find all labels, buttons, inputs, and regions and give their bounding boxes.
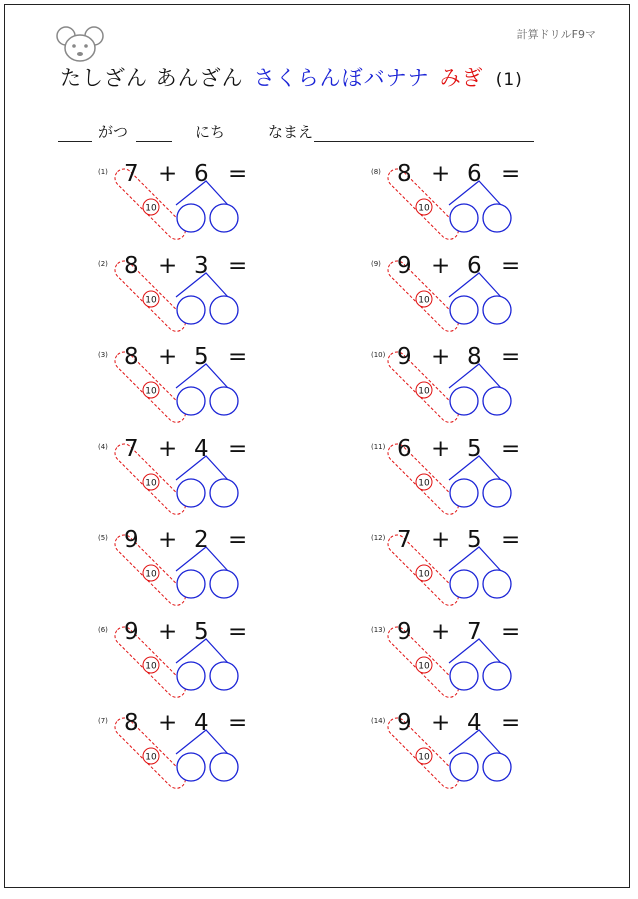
answer-circle-right[interactable] [210,296,238,324]
problem [98,160,298,252]
problem-number: (14) [371,717,386,725]
equals-sign: = [228,710,248,736]
problem-number: (3) [98,351,108,359]
problem [98,343,298,435]
equals-sign: = [501,618,521,645]
plus-sign: + [431,435,451,462]
addend-b: 4 [194,710,209,736]
addend-b: 5 [467,527,482,553]
equals-sign: = [228,252,248,279]
plus-sign: + [158,435,178,462]
addend-b: 5 [194,344,209,370]
answer-circle-left[interactable] [177,662,205,690]
problem [98,526,298,618]
problem [98,709,298,801]
addend-b: 3 [194,252,209,279]
problem [371,160,571,252]
answer-circle-left[interactable] [450,479,478,507]
addend-a: 8 [124,710,139,736]
plus-sign: + [431,252,451,279]
ten-label: 10 [418,295,430,305]
ten-label: 10 [418,203,430,214]
problem [371,343,571,435]
ten-label: 10 [418,569,430,580]
problem [98,618,298,710]
addend-b: 4 [467,710,482,736]
problem-number: (6) [98,625,108,634]
addend-b: 4 [194,435,209,462]
plus-sign: + [158,161,178,187]
problem [371,709,571,801]
plus-sign: + [158,618,178,645]
answer-circle-left[interactable] [177,387,205,415]
equals-sign: = [228,435,248,462]
day-label: にち [195,123,226,141]
answer-circle-right[interactable] [210,570,238,598]
plus-sign: + [431,618,451,645]
answer-circle-right[interactable] [210,753,238,781]
answer-circle-right[interactable] [210,479,238,507]
equals-sign: = [501,527,521,553]
answer-circle-right[interactable] [210,662,238,690]
answer-circle-left[interactable] [450,662,478,690]
addend-a: 9 [397,618,412,645]
addend-a: 7 [124,435,139,462]
equals-sign: = [228,527,248,553]
answer-circle-left[interactable] [177,296,205,324]
equals-sign: = [228,618,248,645]
sheet-number: (1) [495,70,523,90]
equals-sign: = [501,344,521,370]
plus-sign: + [158,710,178,736]
problem-number: (1) [98,168,108,176]
problem-number: (4) [98,442,108,451]
answer-circle-right[interactable] [483,570,511,598]
addend-b: 5 [194,618,209,645]
answer-circle-right[interactable] [483,753,511,781]
brand-label: 計算ドリルF9マ [516,28,596,41]
plus-sign: + [158,344,178,370]
ten-label: 10 [418,478,430,488]
answer-circle-left[interactable] [450,570,478,598]
answer-circle-right[interactable] [210,204,238,232]
equals-sign: = [228,161,248,187]
addend-a: 9 [124,527,139,553]
addend-a: 9 [124,618,139,645]
answer-circle-right[interactable] [483,479,511,507]
answer-circle-right[interactable] [483,662,511,690]
addend-b: 6 [467,252,482,279]
ten-label: 10 [418,386,430,397]
ten-label: 10 [145,295,157,305]
title-main: たしざん あんざん [60,66,244,90]
plus-sign: + [431,161,451,187]
problem [371,252,571,344]
problem [371,618,571,710]
problem-number: (12) [371,534,386,542]
plus-sign: + [431,527,451,553]
month-blank[interactable] [58,141,92,142]
equals-sign: = [228,344,248,370]
addend-a: 8 [124,344,139,370]
equals-sign: = [501,435,521,462]
equals-sign: = [501,252,521,279]
answer-circle-left[interactable] [450,753,478,781]
ten-label: 10 [145,203,157,214]
addend-b: 7 [467,618,482,645]
addend-a: 9 [397,252,412,279]
problem [371,526,571,618]
plus-sign: + [158,252,178,279]
equals-sign: = [501,161,521,187]
problem-number: (10) [371,351,386,359]
problem-number: (8) [371,168,381,176]
ten-label: 10 [418,661,430,671]
addend-a: 9 [397,710,412,736]
answer-circle-right[interactable] [483,296,511,324]
plus-sign: + [431,344,451,370]
addend-b: 5 [467,435,482,462]
addend-a: 8 [397,161,412,187]
day-blank[interactable] [136,141,172,142]
addend-b: 2 [194,527,209,553]
answer-circle-right[interactable] [483,204,511,232]
title-red: みぎ [439,66,484,90]
answer-circle-right[interactable] [483,387,511,415]
ten-label: 10 [418,752,430,763]
answer-circle-left[interactable] [177,204,205,232]
problem-number: (9) [371,259,381,268]
name-blank[interactable] [314,141,534,142]
problem-number: (5) [98,534,108,542]
mouse-logo-icon [56,24,104,64]
answer-circle-left[interactable] [450,387,478,415]
worksheet-title [60,62,523,92]
equals-sign: = [501,710,521,736]
answer-circle-left[interactable] [450,296,478,324]
problem [98,252,298,344]
answer-circle-left[interactable] [450,204,478,232]
problem-number: (2) [98,259,108,268]
ten-label: 10 [145,661,157,671]
answer-circle-left[interactable] [177,753,205,781]
addend-a: 6 [397,435,412,462]
month-label: がつ [98,123,129,141]
ten-label: 10 [145,569,157,580]
addend-a: 8 [124,252,139,279]
answer-circle-left[interactable] [177,479,205,507]
answer-circle-left[interactable] [177,570,205,598]
plus-sign: + [158,527,178,553]
addend-a: 7 [124,161,139,187]
problem-number: (7) [98,717,108,725]
name-label: なまえ [268,123,314,141]
plus-sign: + [431,710,451,736]
title-blue: さくらんぼバナナ [253,66,430,90]
addend-a: 7 [397,527,412,553]
addend-b: 6 [194,161,209,187]
ten-label: 10 [145,478,157,488]
ten-label: 10 [145,752,157,763]
problem-number: (11) [371,442,386,451]
addend-b: 8 [467,344,482,370]
problem-number: (13) [371,625,386,634]
problem [371,435,571,527]
addend-b: 6 [467,161,482,187]
ten-label: 10 [145,386,157,397]
answer-circle-right[interactable] [210,387,238,415]
addend-a: 9 [397,344,412,370]
problem [98,435,298,527]
